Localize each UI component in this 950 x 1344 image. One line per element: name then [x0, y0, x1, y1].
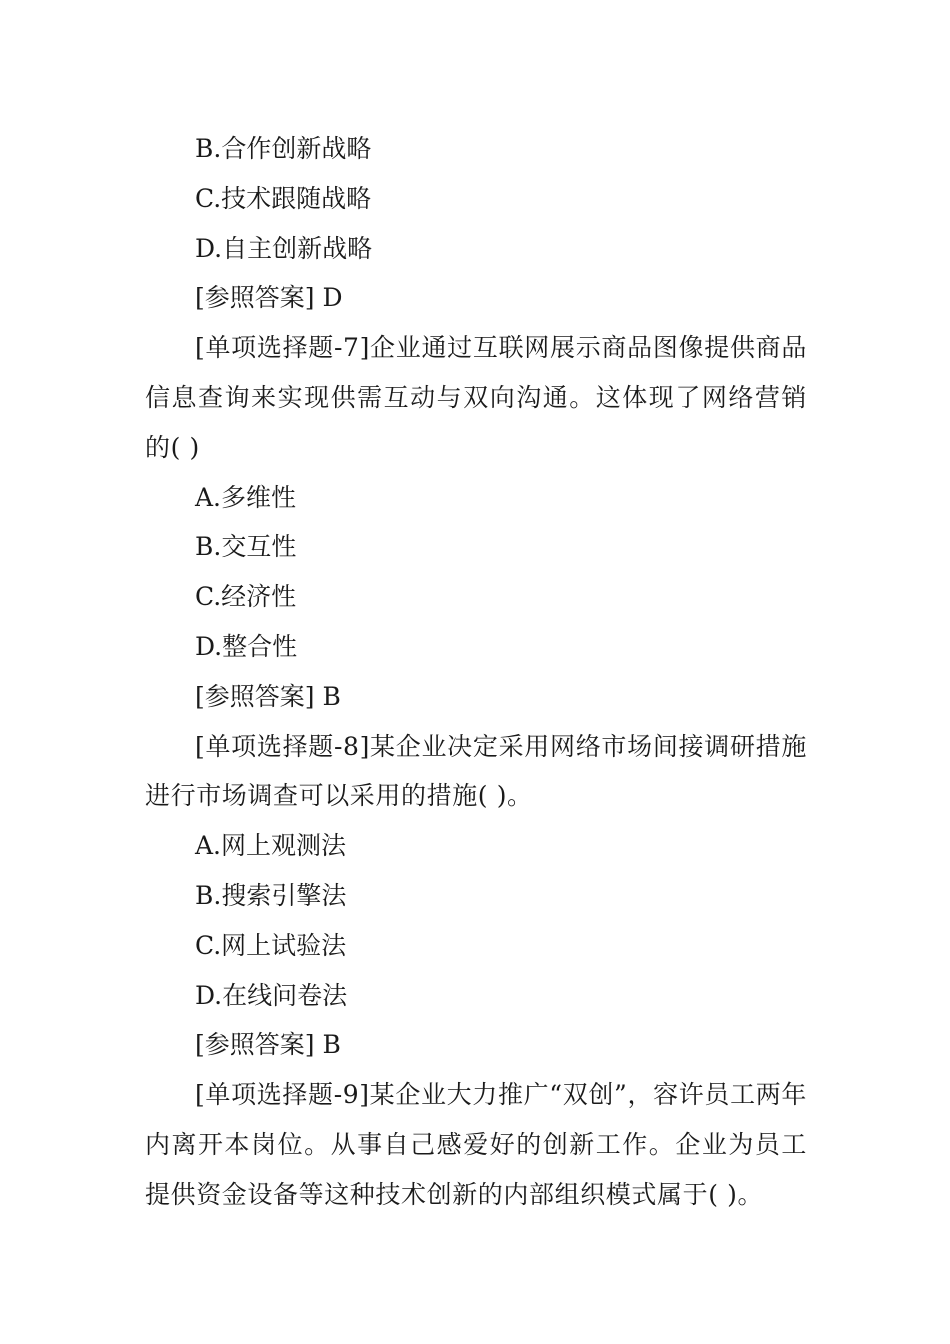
option-line: B.合作创新战略 [195, 134, 372, 163]
option-line: D.在线问卷法 [195, 980, 348, 1010]
option-line: B.搜索引擎法 [195, 880, 347, 910]
option-line: A.网上观测法 [195, 831, 347, 861]
option-line: C.技术跟随战略 [195, 183, 372, 213]
question-paragraph: [单项选择题-7]企业通过互联网展示商品图像提供商品信息查询来实现供需互动与双向沟通。这体现了网络营销的( ) [145, 333, 807, 462]
document-body [145, 124, 807, 1220]
answer-line: [参照答案] D [195, 283, 343, 313]
option-line: C.经济性 [195, 582, 297, 612]
option-line: A.多维性 [195, 482, 297, 512]
option-line: D.自主创新战略 [195, 233, 373, 263]
answer-line: [参照答案] B [195, 681, 341, 711]
option-line: B.交互性 [195, 532, 297, 562]
answer-line: [参照答案] B [195, 1030, 341, 1060]
question-paragraph: [单项选择题-9]某企业大力推广“双创”，容许员工两年内离开本岗位。从事自己感爱好的创新工作。企业为员工提供资金设备等这种技术创新的内部组织模式属于( )。 [145, 1080, 807, 1209]
question-paragraph: [单项选择题-8]某企业决定采用网络市场间接调研措施进行市场调查可以采用的措施( )。 [145, 731, 807, 811]
option-line: D.整合性 [195, 631, 298, 661]
option-line: C.网上试验法 [195, 930, 347, 960]
